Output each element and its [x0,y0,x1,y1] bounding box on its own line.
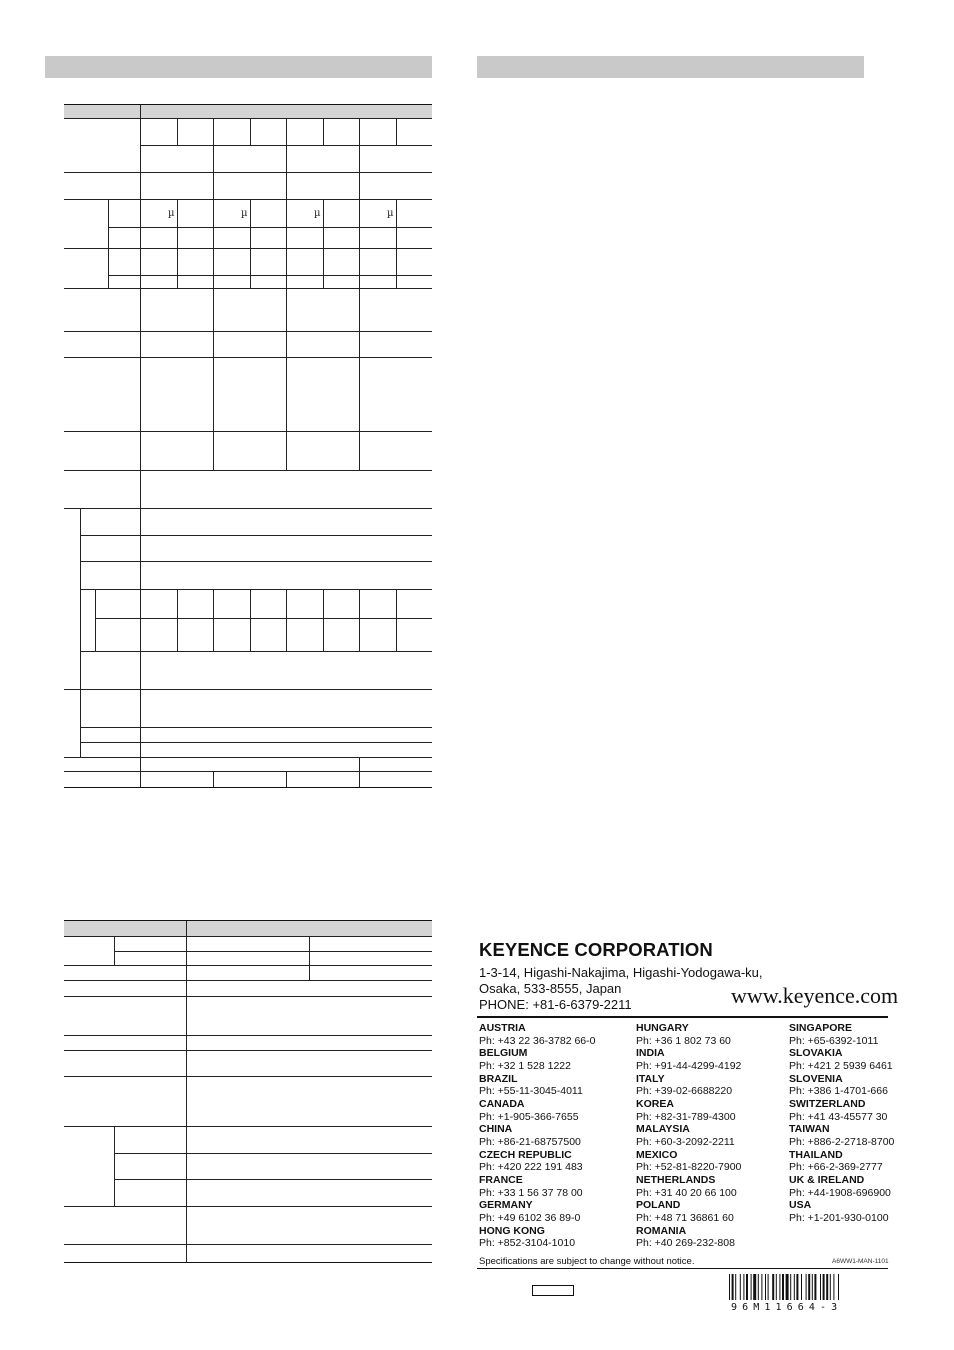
office-country: KOREA [636,1097,674,1110]
office-country: ITALY [636,1072,665,1085]
unit-symbol: µ [387,208,394,219]
office-phone: Ph: +41 43-45577 30 [789,1110,888,1123]
office-country: POLAND [636,1199,681,1212]
divider [477,1016,888,1018]
office-country: TAIWAN [789,1123,830,1136]
document-code: A6WW1-MAN-1101 [832,1258,889,1265]
office-phone: Ph: +39-02-6688220 [636,1085,733,1098]
barcode [729,1274,887,1300]
office-phone: Ph: +55-11-3045-4011 [479,1085,583,1098]
office-country: HONG KONG [479,1224,545,1237]
office-country: SLOVENIA [789,1072,843,1085]
office-phone: Ph: +91-44-4299-4192 [636,1059,742,1072]
office-country: MEXICO [636,1148,678,1161]
office-column-3 [789,1022,894,1225]
office-phone: Ph: +1-201-930-0100 [789,1211,889,1224]
office-country: USA [789,1199,812,1212]
company-address-line1: 1-3-14, Higashi-Nakajima, Higashi-Yodogawa-ku, [479,965,763,980]
office-country: BELGIUM [479,1047,528,1060]
office-column-2 [636,1022,741,1250]
office-country: CZECH REPUBLIC [479,1148,572,1161]
office-country: THAILAND [789,1148,843,1161]
company-website[interactable]: www.keyence.com [731,983,899,1008]
unit-symbol: µ [314,208,321,219]
spec-table-1-header [64,105,432,118]
office-country: SLOVAKIA [789,1047,843,1060]
office-phone: Ph: +36 1 802 73 60 [636,1034,731,1047]
office-country: FRANCE [479,1173,523,1186]
office-phone: Ph: +886-2-2718-8700 [789,1135,895,1148]
office-phone: Ph: +44-1908-696900 [789,1186,891,1199]
office-phone: Ph: +52-81-8220-7900 [636,1161,742,1174]
barcode-text: 96M11664-3 [731,1302,843,1313]
office-column-1 [479,1022,595,1250]
office-country: ROMANIA [636,1224,687,1237]
office-phone: Ph: +48 71 36861 60 [636,1211,734,1224]
office-phone: Ph: +852-3104-1010 [479,1237,576,1250]
office-country: BRAZIL [479,1072,518,1085]
office-phone: Ph: +386 1-4701-666 [789,1085,888,1098]
office-phone: Ph: +1-905-366-7655 [479,1110,579,1123]
office-phone: Ph: +66-2-369-2777 [789,1161,883,1174]
spec-table-2 [64,920,432,1263]
office-country: SINGAPORE [789,1022,853,1034]
unit-symbol: µ [168,208,175,219]
office-phone: Ph: +82-31-789-4300 [636,1110,736,1123]
company-phone: PHONE: +81-6-6379-2211 [479,997,632,1012]
office-phone: Ph: +65-6392-1011 [789,1034,879,1047]
unit-symbol: µ [241,208,248,219]
office-phone: Ph: +420 222 191 483 [479,1161,583,1174]
office-country: CHINA [479,1123,513,1136]
divider [477,1268,888,1269]
spec-table-2-header [64,921,432,936]
office-country: UK & IRELAND [789,1173,865,1186]
office-country: INDIA [636,1047,665,1060]
office-phone: Ph: +49 6102 36 89-0 [479,1211,581,1224]
office-phone: Ph: +31 40 20 66 100 [636,1186,737,1199]
office-phone: Ph: +60-3-2092-2211 [636,1135,735,1148]
company-name: KEYENCE CORPORATION [479,939,713,960]
office-country: GERMANY [479,1199,533,1212]
office-phone: Ph: +421 2 5939 6461 [789,1059,893,1072]
office-country: CANADA [479,1097,525,1110]
spec-table-1 [64,104,432,788]
office-phone: Ph: +32 1 528 1222 [479,1059,571,1072]
office-country: HUNGARY [636,1022,689,1034]
company-address-line2: Osaka, 533-8555, Japan [479,981,622,996]
office-phone: Ph: +40 269-232-808 [636,1237,735,1250]
office-country: SWITZERLAND [789,1097,866,1110]
right-section-header-bar [477,56,864,78]
office-phone: Ph: +33 1 56 37 78 00 [479,1186,583,1199]
left-section-header-bar [45,56,432,78]
disclaimer-note: Specifications are subject to change without notice. [479,1256,695,1267]
office-country: MALAYSIA [636,1123,690,1136]
office-country: AUSTRIA [479,1022,526,1034]
office-phone: Ph: +86-21-68757500 [479,1135,581,1148]
office-country: NETHERLANDS [636,1173,716,1186]
office-phone: Ph: +43 22 36-3782 66-0 [479,1034,596,1047]
blank-box [532,1285,574,1296]
